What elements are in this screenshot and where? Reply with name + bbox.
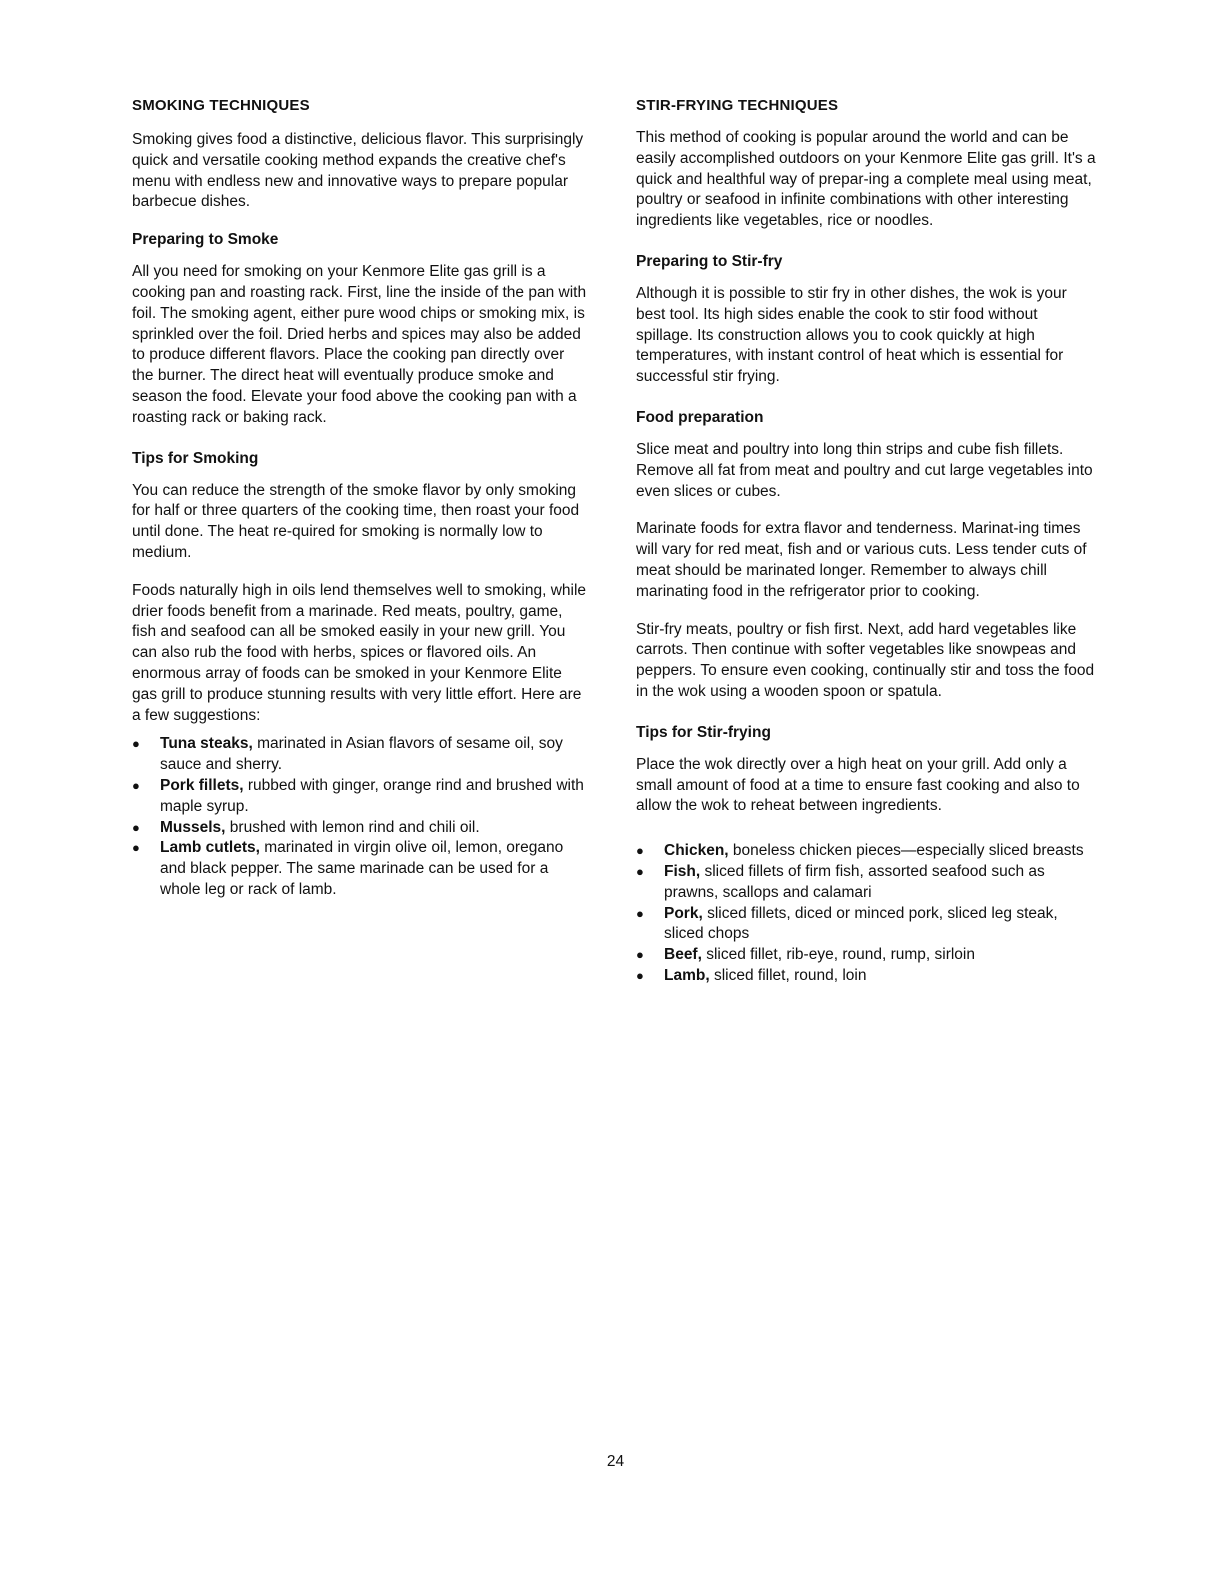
tips-for-smoking-heading: Tips for Smoking bbox=[132, 449, 259, 467]
list-item-lead: Lamb cutlets, bbox=[160, 839, 260, 857]
bullet-icon: ● bbox=[636, 967, 644, 983]
list-item-lead: Lamb, bbox=[664, 966, 710, 984]
list-item-lead: Fish, bbox=[664, 862, 701, 880]
bullet-icon: ● bbox=[636, 843, 644, 859]
list-item bbox=[636, 841, 1096, 862]
list-item-text: boneless chicken pieces—especially sliced breasts bbox=[728, 842, 1084, 860]
smoking-suggestions-list bbox=[132, 734, 587, 900]
stir-frying-techniques-heading: STIR-FRYING TECHNIQUES bbox=[636, 97, 839, 114]
list-item-lead: Tuna steaks, bbox=[160, 735, 253, 753]
list-item-lead: Mussels, bbox=[160, 818, 226, 836]
bullet-icon: ● bbox=[636, 947, 644, 963]
list-item bbox=[636, 966, 1096, 987]
list-item-text: rubbed with ginger, orange rind and brushed with maple syrup. bbox=[160, 776, 584, 815]
preparing-to-smoke-text: All you need for smoking on your Kenmore Elite gas grill is a cooking pan and roasting rack. First, line the inside of the pan with foil. The smoking agent, either pure wood chips or smoking mix, is sprinkled over the foil. Dried herbs and spices may also be added to produce different flavors. Place the cooking pan directly over the burner. The direct heat will eventually produce smoke and season the food. Elevate your food above the cooking pan with a roasting rack or baking rack. bbox=[132, 263, 587, 426]
bullet-icon: ● bbox=[636, 863, 644, 879]
tips-for-smoking-text-1: You can reduce the strength of the smoke flavor by only smoking for half or three quarters of the cooking time, then roast your food until done. The heat re-quired for smoking is normally low to medium. bbox=[132, 481, 580, 561]
list-item-lead: Pork, bbox=[664, 904, 703, 922]
list-item-lead: Beef, bbox=[664, 946, 702, 964]
preparing-to-smoke-heading: Preparing to Smoke bbox=[132, 231, 279, 249]
list-item-text: sliced fillets of firm fish, assorted seafood such as prawns, scallops and calamari bbox=[664, 862, 1045, 901]
list-item-text: sliced fillet, round, loin bbox=[709, 966, 867, 984]
smoking-techniques-heading: SMOKING TECHNIQUES bbox=[132, 97, 310, 114]
stir-fry-ingredients-list bbox=[636, 841, 1096, 987]
list-item bbox=[132, 838, 587, 900]
preparing-to-stir-fry-heading: Preparing to Stir-fry bbox=[636, 252, 783, 270]
list-item-text: brushed with lemon rind and chili oil. bbox=[225, 818, 480, 836]
right-column bbox=[636, 96, 1096, 987]
bullet-icon: ● bbox=[132, 777, 140, 793]
food-preparation-text-3: Stir-fry meats, poultry or fish first. Next, add hard vegetables like carrots. Then continue with softer vegetables like snowpeas and peppers. To ensure even cooking, continually stir and toss the food in the wok using a wooden spoon or spatula. bbox=[636, 620, 1095, 700]
food-preparation-text-1: Slice meat and poultry into long thin strips and cube fish fillets. Remove all fat from meat and poultry and cut large vegetables into even slices or cubes. bbox=[636, 440, 1093, 500]
list-item bbox=[132, 776, 587, 818]
list-item bbox=[132, 734, 587, 776]
list-item-text: sliced fillets, diced or minced pork, sliced leg steak, sliced chops bbox=[664, 904, 1058, 943]
bullet-icon: ● bbox=[636, 905, 644, 921]
smoking-intro: Smoking gives food a distinctive, delicious flavor. This surprisingly quick and versatile cooking method expands the creative chef's menu with endless new and innovative ways to prepare popular barbecue dishes. bbox=[132, 131, 584, 211]
list-item-text: marinated in Asian flavors of sesame oil, soy sauce and sherry. bbox=[160, 735, 563, 774]
tips-for-stir-frying-heading: Tips for Stir-frying bbox=[636, 723, 771, 741]
tips-for-smoking-text-2: Foods naturally high in oils lend themselves well to smoking, while drier foods benefit from a marinade. Red meats, poultry, game, fish and seafood can all be smoked easily in your new grill. You can also rub the food with herbs, spices or flavored oils. An enormous array of foods can be smoked in your Kenmore Elite gas grill to produce stunning results with very little effort. Here are a few suggestions: bbox=[132, 581, 587, 724]
food-preparation-text-2: Marinate foods for extra flavor and tenderness. Marinat-ing times will vary for red meat, fish and or various cuts. Less tender cuts of meat should be marinated longer. Remember to always chill marinating food in the refrigerator prior to cooking. bbox=[636, 520, 1087, 600]
bullet-icon: ● bbox=[132, 840, 140, 856]
left-column bbox=[132, 96, 587, 901]
list-item-lead: Chicken, bbox=[664, 842, 729, 860]
list-item bbox=[636, 945, 1096, 966]
list-item-text: sliced fillet, rib-eye, round, rump, sirloin bbox=[701, 946, 975, 964]
tips-for-stir-frying-text: Place the wok directly over a high heat on your grill. Add only a small amount of food at a time to ensure fast cooking and also to allow the wok to reheat between ingredients. bbox=[636, 755, 1080, 815]
food-preparation-heading: Food preparation bbox=[636, 408, 764, 426]
list-item-lead: Pork fillets, bbox=[160, 776, 244, 794]
list-item bbox=[132, 818, 587, 839]
list-item-text: marinated in virgin olive oil, lemon, oregano and black pepper. The same marinade can be used for a whole leg or rack of lamb. bbox=[160, 839, 564, 898]
page-number: 24 bbox=[606, 1453, 625, 1470]
preparing-to-stir-fry-text: Although it is possible to stir fry in other dishes, the wok is your best tool. Its high sides enable the cook to stir food without spillage. Its construction allows you to cook quickly at high temperatures, with instant control of heat which is essential for successful stir frying. bbox=[636, 284, 1067, 386]
bullet-icon: ● bbox=[132, 819, 140, 835]
list-item bbox=[636, 862, 1096, 904]
stir-frying-intro: This method of cooking is popular around the world and can be easily accomplished outdoors on your Kenmore Elite gas grill. It's a quick and healthful way of prepar-ing a complete meal using meat, poultry or seafood in infinite combinations with other interesting ingredients like vegetables, rice or noodles. bbox=[636, 129, 1096, 230]
list-item bbox=[636, 904, 1096, 946]
bullet-icon: ● bbox=[132, 736, 140, 752]
